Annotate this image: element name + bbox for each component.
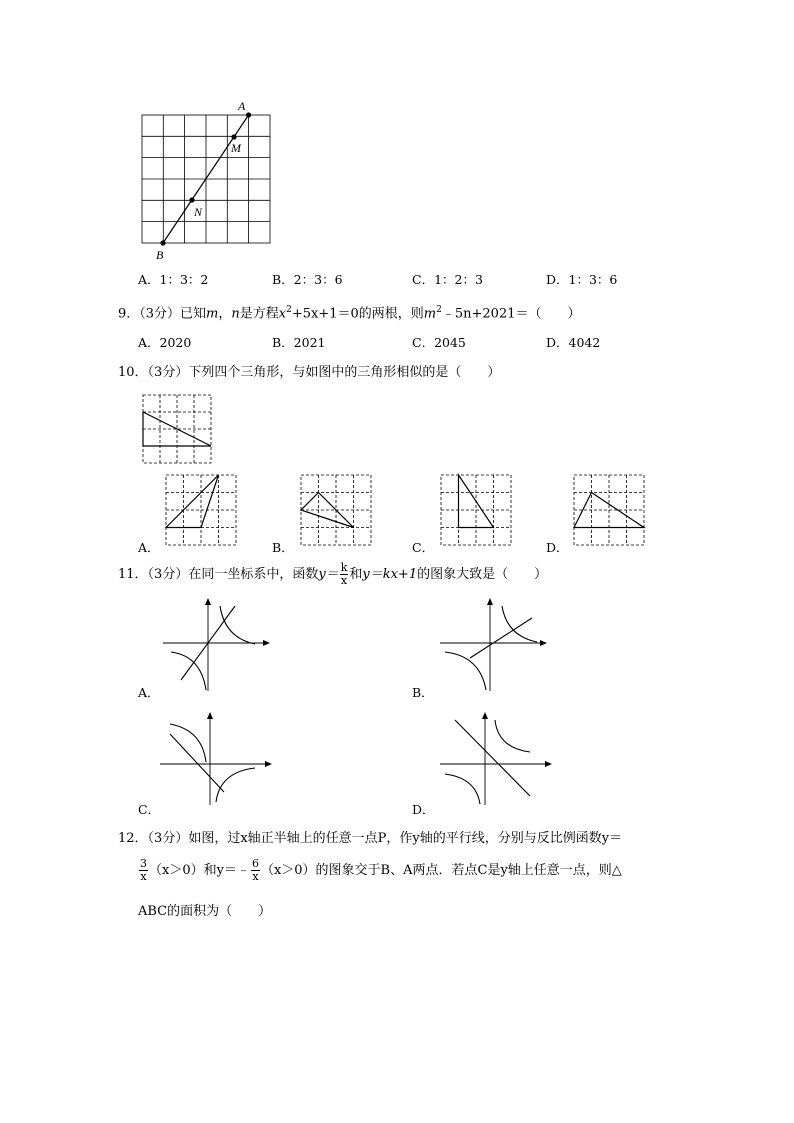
q12-fraction-1: $\frac{3}{x}$ [140, 857, 147, 883]
q10-option-a: A． [138, 540, 160, 555]
q9-option-a: A．2020 [138, 335, 192, 350]
q9-option-d: D．4042 [546, 335, 601, 350]
point-b [160, 240, 165, 245]
q12-line1: 12．（3分）如图，过x轴正半轴上的任意一点P，作y轴的平行线，分别与反比例函数y＝ [118, 831, 623, 846]
point-m [231, 134, 236, 139]
q9-stem: 9．（3分）已知m，n是方程$x^2+5x+1=0$的两根，则$m^2﹣5n+2021=$（ ） [118, 305, 581, 322]
q11-option-a-graph [163, 598, 273, 693]
q11-option-c: C． [138, 802, 161, 817]
q10-stem: 10．（3分）下列四个三角形，与如图中的三角形相似的是（ ） [118, 365, 501, 380]
q8-option-b: B．2：3：6 [272, 272, 343, 287]
q8-grid-figure [130, 95, 290, 265]
q9-option-c: C．2045 [412, 335, 466, 350]
q12-fraction-2: $\frac{6}{x}$ [251, 857, 259, 883]
q12-line2: $\frac{3}{x}$ （x＞0）和y＝﹣ $\frac{6}{x}$ （x＞0）的图象交于B、A两点．若点C是y轴上任意一点，则△ [140, 857, 622, 883]
point-a [246, 112, 251, 117]
q11-stem: 11．（3分）在同一坐标系中，函数y＝ $\frac{k}{x}$ 和y＝kx+1的图象大致是（ ） [118, 561, 548, 587]
q10-option-b: B． [272, 540, 294, 555]
q8-option-a: A．1：3：2 [138, 272, 209, 287]
q10-option-d-figure [574, 475, 646, 547]
label-m: M [231, 141, 241, 155]
q11-option-d-graph [440, 712, 555, 807]
q10-option-c-figure [441, 475, 513, 547]
q11-fraction: $\frac{k}{x}$ [340, 561, 348, 587]
label-b: B [156, 248, 164, 262]
q12-line3: ABC的面积为（ ） [138, 904, 272, 919]
q8-option-c: C．1：2：3 [412, 272, 483, 287]
q11-option-b-graph [440, 598, 550, 693]
point-n [189, 197, 194, 202]
q11-option-b: B． [412, 685, 434, 700]
label-n: N [194, 205, 203, 219]
q10-option-b-figure [301, 475, 373, 547]
q8-option-d: D．1：3：6 [546, 272, 618, 287]
q11-option-a: A． [138, 685, 160, 700]
q10-option-c: C． [412, 540, 435, 555]
q10-reference-figure [143, 395, 213, 465]
q11-option-d: D． [412, 802, 435, 817]
q10-option-d: D． [546, 540, 569, 555]
label-a: A [238, 99, 246, 113]
q9-option-b: B．2021 [272, 335, 326, 350]
q11-option-c-graph [160, 712, 275, 807]
q10-option-a-figure [166, 475, 238, 547]
